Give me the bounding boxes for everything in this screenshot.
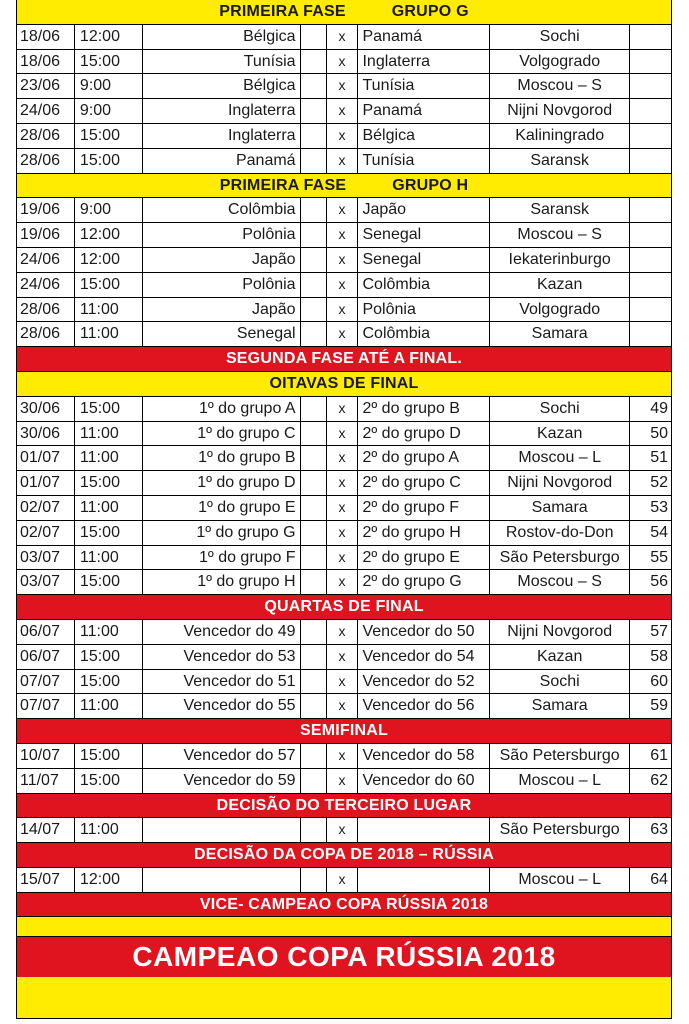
match-time: 11:00 bbox=[75, 818, 143, 842]
home-team: Colômbia bbox=[143, 198, 301, 222]
versus-mark: x bbox=[327, 322, 359, 346]
match-row bbox=[16, 496, 672, 521]
match-time: 15:00 bbox=[75, 570, 143, 594]
home-team: Inglaterra bbox=[143, 99, 301, 123]
match-date: 15/07 bbox=[17, 868, 75, 892]
score-home-blank bbox=[301, 273, 327, 297]
section-title: DECISÃO DO TERCEIRO LUGAR bbox=[216, 796, 472, 814]
match-time: 15:00 bbox=[75, 50, 143, 74]
versus-mark: x bbox=[327, 446, 359, 470]
away-team: Vencedor do 56 bbox=[358, 694, 490, 718]
away-team: Polônia bbox=[358, 298, 490, 322]
match-number bbox=[630, 223, 672, 247]
match-time: 15:00 bbox=[75, 769, 143, 793]
host-city: Moscou – S bbox=[490, 223, 630, 247]
match-date: 24/06 bbox=[17, 99, 75, 123]
home-team: 1º do grupo G bbox=[143, 521, 301, 545]
away-team: Panamá bbox=[358, 25, 490, 49]
match-number: 51 bbox=[630, 446, 672, 470]
host-city: Moscou – L bbox=[490, 769, 630, 793]
match-number: 62 bbox=[630, 769, 672, 793]
match-row bbox=[16, 521, 672, 546]
host-city: Iekaterinburgo bbox=[490, 248, 630, 272]
away-team: 2º do grupo G bbox=[358, 570, 490, 594]
match-time: 12:00 bbox=[75, 25, 143, 49]
section-title: QUARTAS DE FINAL bbox=[264, 598, 424, 616]
match-time: 9:00 bbox=[75, 99, 143, 123]
score-home-blank bbox=[301, 645, 327, 669]
match-date: 19/06 bbox=[17, 223, 75, 247]
match-date: 30/06 bbox=[17, 422, 75, 446]
match-row bbox=[16, 99, 672, 124]
section-header bbox=[16, 794, 672, 819]
match-time: 15:00 bbox=[75, 670, 143, 694]
versus-mark: x bbox=[327, 74, 359, 98]
away-team: Vencedor do 50 bbox=[358, 620, 490, 644]
match-row bbox=[16, 223, 672, 248]
match-date: 11/07 bbox=[17, 769, 75, 793]
host-city: Sochi bbox=[490, 25, 630, 49]
match-number bbox=[630, 298, 672, 322]
match-date: 03/07 bbox=[17, 570, 75, 594]
versus-mark: x bbox=[327, 670, 359, 694]
match-number bbox=[630, 74, 672, 98]
match-date: 28/06 bbox=[17, 322, 75, 346]
match-number: 52 bbox=[630, 471, 672, 495]
versus-mark: x bbox=[327, 422, 359, 446]
score-home-blank bbox=[301, 471, 327, 495]
host-city: Kaliningrado bbox=[490, 124, 630, 148]
section-header bbox=[16, 719, 672, 744]
versus-mark: x bbox=[327, 570, 359, 594]
away-team: Tunísia bbox=[358, 149, 490, 173]
match-number: 54 bbox=[630, 521, 672, 545]
score-home-blank bbox=[301, 50, 327, 74]
match-date: 02/07 bbox=[17, 496, 75, 520]
match-row bbox=[16, 322, 672, 347]
match-time: 15:00 bbox=[75, 397, 143, 421]
host-city: Nijni Novgorod bbox=[490, 99, 630, 123]
score-home-blank bbox=[301, 818, 327, 842]
match-date: 24/06 bbox=[17, 248, 75, 272]
home-team: 1º do grupo F bbox=[143, 546, 301, 570]
score-home-blank bbox=[301, 694, 327, 718]
versus-mark: x bbox=[327, 50, 359, 74]
host-city: Saransk bbox=[490, 149, 630, 173]
match-date: 24/06 bbox=[17, 273, 75, 297]
score-home-blank bbox=[301, 546, 327, 570]
host-city: Kazan bbox=[490, 273, 630, 297]
host-city: Samara bbox=[490, 496, 630, 520]
match-time: 11:00 bbox=[75, 298, 143, 322]
home-team: Bélgica bbox=[143, 74, 301, 98]
section-group: GRUPO G bbox=[391, 3, 469, 20]
versus-mark: x bbox=[327, 248, 359, 272]
score-home-blank bbox=[301, 74, 327, 98]
versus-mark: x bbox=[327, 546, 359, 570]
match-row bbox=[16, 124, 672, 149]
score-home-blank bbox=[301, 670, 327, 694]
versus-mark: x bbox=[327, 818, 359, 842]
match-time: 15:00 bbox=[75, 273, 143, 297]
match-date: 03/07 bbox=[17, 546, 75, 570]
versus-mark: x bbox=[327, 25, 359, 49]
match-number bbox=[630, 50, 672, 74]
match-date: 28/06 bbox=[17, 149, 75, 173]
match-row bbox=[16, 818, 672, 843]
section-title: PRIMEIRA FASE bbox=[219, 176, 347, 194]
score-home-blank bbox=[301, 25, 327, 49]
match-time: 12:00 bbox=[75, 223, 143, 247]
away-team: Senegal bbox=[358, 248, 490, 272]
champion-blank-field bbox=[16, 977, 672, 1019]
home-team: Senegal bbox=[143, 322, 301, 346]
match-row bbox=[16, 248, 672, 273]
match-date: 01/07 bbox=[17, 471, 75, 495]
match-number bbox=[630, 25, 672, 49]
champion-banner: CAMPEAO COPA RÚSSIA 2018 bbox=[16, 937, 672, 977]
host-city: Kazan bbox=[490, 422, 630, 446]
match-date: 18/06 bbox=[17, 25, 75, 49]
home-team: Vencedor do 55 bbox=[143, 694, 301, 718]
versus-mark: x bbox=[327, 694, 359, 718]
match-time: 11:00 bbox=[75, 446, 143, 470]
match-row bbox=[16, 868, 672, 893]
section-header bbox=[16, 595, 672, 620]
versus-mark: x bbox=[327, 273, 359, 297]
score-home-blank bbox=[301, 99, 327, 123]
host-city: Volgogrado bbox=[490, 298, 630, 322]
section-header bbox=[16, 0, 672, 25]
home-team bbox=[143, 818, 301, 842]
match-date: 23/06 bbox=[17, 74, 75, 98]
host-city: Sochi bbox=[490, 670, 630, 694]
away-team: 2º do grupo C bbox=[358, 471, 490, 495]
away-team: Vencedor do 52 bbox=[358, 670, 490, 694]
match-row bbox=[16, 471, 672, 496]
match-row bbox=[16, 298, 672, 323]
home-team: 1º do grupo H bbox=[143, 570, 301, 594]
score-home-blank bbox=[301, 521, 327, 545]
away-team: Tunísia bbox=[358, 74, 490, 98]
match-time: 11:00 bbox=[75, 694, 143, 718]
match-date: 14/07 bbox=[17, 818, 75, 842]
match-row bbox=[16, 446, 672, 471]
home-team: 1º do grupo B bbox=[143, 446, 301, 470]
match-time: 15:00 bbox=[75, 645, 143, 669]
home-team: 1º do grupo D bbox=[143, 471, 301, 495]
section-title: SEMIFINAL bbox=[299, 722, 389, 740]
score-home-blank bbox=[301, 769, 327, 793]
versus-mark: x bbox=[327, 471, 359, 495]
versus-mark: x bbox=[327, 645, 359, 669]
match-number: 58 bbox=[630, 645, 672, 669]
versus-mark: x bbox=[327, 124, 359, 148]
home-team: 1º do grupo A bbox=[143, 397, 301, 421]
match-time: 11:00 bbox=[75, 546, 143, 570]
match-date: 18/06 bbox=[17, 50, 75, 74]
match-time: 15:00 bbox=[75, 744, 143, 768]
section-header bbox=[16, 174, 672, 199]
match-date: 01/07 bbox=[17, 446, 75, 470]
match-time: 12:00 bbox=[75, 248, 143, 272]
home-team: Vencedor do 59 bbox=[143, 769, 301, 793]
match-number: 59 bbox=[630, 694, 672, 718]
away-team: Japão bbox=[358, 198, 490, 222]
match-date: 06/07 bbox=[17, 645, 75, 669]
match-number: 50 bbox=[630, 422, 672, 446]
match-number bbox=[630, 149, 672, 173]
away-team: 2º do grupo B bbox=[358, 397, 490, 421]
section-title: PRIMEIRA FASE bbox=[219, 3, 346, 20]
away-team: Senegal bbox=[358, 223, 490, 247]
away-team: Vencedor do 54 bbox=[358, 645, 490, 669]
match-number: 56 bbox=[630, 570, 672, 594]
match-time: 15:00 bbox=[75, 149, 143, 173]
match-row bbox=[16, 670, 672, 695]
versus-mark: x bbox=[327, 99, 359, 123]
match-number: 63 bbox=[630, 818, 672, 842]
versus-mark: x bbox=[327, 149, 359, 173]
score-home-blank bbox=[301, 620, 327, 644]
match-number bbox=[630, 198, 672, 222]
match-time: 9:00 bbox=[75, 198, 143, 222]
host-city: Nijni Novgorod bbox=[490, 620, 630, 644]
away-team bbox=[358, 818, 490, 842]
match-date: 07/07 bbox=[17, 694, 75, 718]
match-time: 15:00 bbox=[75, 124, 143, 148]
score-home-blank bbox=[301, 322, 327, 346]
match-time: 12:00 bbox=[75, 868, 143, 892]
home-team: 1º do grupo E bbox=[143, 496, 301, 520]
score-home-blank bbox=[301, 496, 327, 520]
home-team: Polônia bbox=[143, 273, 301, 297]
home-team: Japão bbox=[143, 298, 301, 322]
away-team: Vencedor do 58 bbox=[358, 744, 490, 768]
match-time: 15:00 bbox=[75, 471, 143, 495]
match-number: 53 bbox=[630, 496, 672, 520]
schedule-sections bbox=[16, 0, 672, 893]
section-header bbox=[16, 843, 672, 868]
versus-mark: x bbox=[327, 397, 359, 421]
away-team: 2º do grupo E bbox=[358, 546, 490, 570]
host-city: Nijni Novgorod bbox=[490, 471, 630, 495]
away-team: 2º do grupo H bbox=[358, 521, 490, 545]
match-row bbox=[16, 25, 672, 50]
match-number: 64 bbox=[630, 868, 672, 892]
match-time: 11:00 bbox=[75, 620, 143, 644]
home-team: Inglaterra bbox=[143, 124, 301, 148]
score-home-blank bbox=[301, 149, 327, 173]
section-title: OITAVAS DE FINAL bbox=[269, 374, 419, 392]
versus-mark: x bbox=[327, 198, 359, 222]
match-row bbox=[16, 570, 672, 595]
away-team: Inglaterra bbox=[358, 50, 490, 74]
host-city: Rostov-do-Don bbox=[490, 521, 630, 545]
score-home-blank bbox=[301, 198, 327, 222]
home-team: Vencedor do 53 bbox=[143, 645, 301, 669]
match-time: 11:00 bbox=[75, 496, 143, 520]
host-city: Volgogrado bbox=[490, 50, 630, 74]
section-header bbox=[16, 372, 672, 397]
versus-mark: x bbox=[327, 769, 359, 793]
host-city: São Petersburgo bbox=[490, 818, 630, 842]
score-home-blank bbox=[301, 298, 327, 322]
match-row bbox=[16, 744, 672, 769]
match-time: 15:00 bbox=[75, 521, 143, 545]
home-team: 1º do grupo C bbox=[143, 422, 301, 446]
home-team: Bélgica bbox=[143, 25, 301, 49]
section-title: SEGUNDA FASE ATÉ A FINAL. bbox=[225, 350, 463, 368]
match-date: 06/07 bbox=[17, 620, 75, 644]
match-row bbox=[16, 397, 672, 422]
match-date: 02/07 bbox=[17, 521, 75, 545]
world-cup-schedule-sheet bbox=[16, 0, 672, 1024]
versus-mark: x bbox=[327, 620, 359, 644]
match-number: 57 bbox=[630, 620, 672, 644]
away-team: Vencedor do 60 bbox=[358, 769, 490, 793]
vice-champion-banner: VICE- CAMPEAO COPA RÚSSIA 2018 bbox=[16, 893, 672, 918]
section-header bbox=[16, 347, 672, 372]
home-team: Vencedor do 57 bbox=[143, 744, 301, 768]
match-row bbox=[16, 645, 672, 670]
match-date: 28/06 bbox=[17, 298, 75, 322]
match-number bbox=[630, 248, 672, 272]
away-team: Bélgica bbox=[358, 124, 490, 148]
match-time: 11:00 bbox=[75, 422, 143, 446]
match-date: 30/06 bbox=[17, 397, 75, 421]
score-home-blank bbox=[301, 223, 327, 247]
host-city: Moscou – S bbox=[490, 570, 630, 594]
versus-mark: x bbox=[327, 298, 359, 322]
away-team: 2º do grupo F bbox=[358, 496, 490, 520]
home-team: Polônia bbox=[143, 223, 301, 247]
match-number: 55 bbox=[630, 546, 672, 570]
score-home-blank bbox=[301, 868, 327, 892]
section-title: DECISÃO DA COPA DE 2018 – RÚSSIA bbox=[193, 846, 495, 864]
match-number: 61 bbox=[630, 744, 672, 768]
score-home-blank bbox=[301, 422, 327, 446]
match-date: 19/06 bbox=[17, 198, 75, 222]
host-city: São Petersburgo bbox=[490, 744, 630, 768]
match-row bbox=[16, 546, 672, 571]
section-group: GRUPO H bbox=[392, 176, 469, 194]
home-team: Panamá bbox=[143, 149, 301, 173]
host-city: Kazan bbox=[490, 645, 630, 669]
host-city: Saransk bbox=[490, 198, 630, 222]
match-time: 9:00 bbox=[75, 74, 143, 98]
host-city: Sochi bbox=[490, 397, 630, 421]
match-row bbox=[16, 74, 672, 99]
match-number bbox=[630, 99, 672, 123]
vice-champion-blank-field bbox=[16, 917, 672, 937]
match-time: 11:00 bbox=[75, 322, 143, 346]
match-number: 60 bbox=[630, 670, 672, 694]
match-row bbox=[16, 769, 672, 794]
away-team: 2º do grupo A bbox=[358, 446, 490, 470]
home-team: Vencedor do 49 bbox=[143, 620, 301, 644]
home-team bbox=[143, 868, 301, 892]
score-home-blank bbox=[301, 744, 327, 768]
host-city: São Petersburgo bbox=[490, 546, 630, 570]
match-number: 49 bbox=[630, 397, 672, 421]
match-row bbox=[16, 694, 672, 719]
score-home-blank bbox=[301, 570, 327, 594]
away-team: Colômbia bbox=[358, 273, 490, 297]
host-city: Samara bbox=[490, 694, 630, 718]
versus-mark: x bbox=[327, 223, 359, 247]
home-team: Vencedor do 51 bbox=[143, 670, 301, 694]
home-team: Tunísia bbox=[143, 50, 301, 74]
match-number bbox=[630, 273, 672, 297]
match-row bbox=[16, 422, 672, 447]
match-date: 07/07 bbox=[17, 670, 75, 694]
home-team: Japão bbox=[143, 248, 301, 272]
score-home-blank bbox=[301, 446, 327, 470]
match-row bbox=[16, 50, 672, 75]
versus-mark: x bbox=[327, 868, 359, 892]
away-team bbox=[358, 868, 490, 892]
away-team: Panamá bbox=[358, 99, 490, 123]
host-city: Samara bbox=[490, 322, 630, 346]
host-city: Moscou – L bbox=[490, 446, 630, 470]
match-number bbox=[630, 322, 672, 346]
away-team: Colômbia bbox=[358, 322, 490, 346]
versus-mark: x bbox=[327, 521, 359, 545]
match-row bbox=[16, 620, 672, 645]
match-row bbox=[16, 149, 672, 174]
score-home-blank bbox=[301, 248, 327, 272]
host-city: Moscou – L bbox=[490, 868, 630, 892]
match-number bbox=[630, 124, 672, 148]
host-city: Moscou – S bbox=[490, 74, 630, 98]
match-date: 10/07 bbox=[17, 744, 75, 768]
versus-mark: x bbox=[327, 496, 359, 520]
score-home-blank bbox=[301, 397, 327, 421]
match-row bbox=[16, 198, 672, 223]
match-date: 28/06 bbox=[17, 124, 75, 148]
away-team: 2º do grupo D bbox=[358, 422, 490, 446]
versus-mark: x bbox=[327, 744, 359, 768]
match-row bbox=[16, 273, 672, 298]
score-home-blank bbox=[301, 124, 327, 148]
